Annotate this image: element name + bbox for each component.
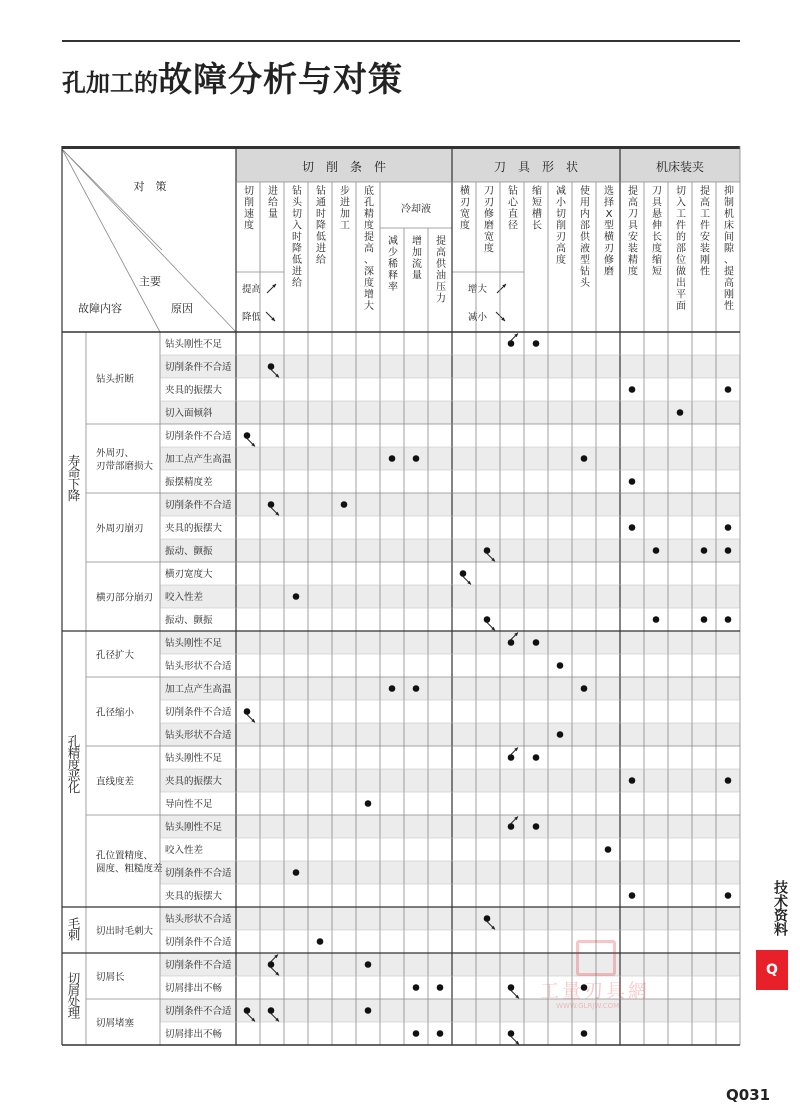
enlarge-label: 增大 <box>468 284 488 295</box>
mark-dot <box>557 731 564 738</box>
increase-label: 提高 <box>242 284 262 295</box>
cause-label: 加工点产生高温 <box>165 684 232 695</box>
mark-dot <box>701 616 708 623</box>
mark-arrow-up-icon <box>509 748 518 757</box>
mark-dot <box>605 846 612 853</box>
fault-label: 外周刃崩刃 <box>96 523 144 535</box>
row-stripe <box>160 401 740 424</box>
column-label-6: 减少稀释率 <box>388 236 398 293</box>
mark-arrow-down-icon <box>246 438 255 447</box>
mark-arrow-down-icon <box>510 990 519 999</box>
cause-label: 切屑排出不畅 <box>165 1029 223 1040</box>
cause-label: 横刃宽度大 <box>165 569 213 580</box>
row-stripe <box>160 907 740 930</box>
fault-label: 孔位置精度、 <box>96 850 154 862</box>
cause-label: 切削条件不合适 <box>165 937 232 948</box>
mark-dot <box>413 1030 420 1037</box>
cause-label: 钻头刚性不足 <box>165 638 223 649</box>
column-label-15: 选择 X 型横刃修磨 <box>604 186 614 278</box>
column-label-0: 切削速度 <box>244 186 254 232</box>
watermark-logo <box>536 940 676 1020</box>
column-label-11: 钻心直径 <box>508 186 518 232</box>
coolant-header: 冷却液 <box>401 204 431 215</box>
mark-dot <box>389 685 396 692</box>
category-label: 孔精度恶化 <box>67 734 81 795</box>
row-stripe <box>160 815 740 838</box>
mark-arrow-up-icon <box>509 334 518 343</box>
column-label-4: 步进加工 <box>340 186 350 232</box>
column-label-5: 底孔精度提高、深度增大 <box>364 186 374 312</box>
header-top-rule <box>62 146 740 149</box>
mark-dot <box>317 938 324 945</box>
group-header-1: 刀 具 形 状 <box>493 160 579 174</box>
column-label-7: 增加流量 <box>412 236 422 282</box>
mark-dot <box>725 386 732 393</box>
mark-dot <box>437 1030 444 1037</box>
fault-label: 切屑长 <box>96 972 125 983</box>
row-stripe <box>160 585 740 608</box>
cause-label: 夹具的振摆大 <box>165 776 223 787</box>
column-label-1: 进给量 <box>268 186 278 220</box>
column-label-16: 提高刀具安装精度 <box>628 186 638 278</box>
mark-dot <box>365 1007 372 1014</box>
mark-dot <box>437 984 444 991</box>
cause-label: 钻头刚性不足 <box>165 339 223 350</box>
cause-label: 咬入性差 <box>165 592 204 603</box>
mark-dot <box>293 869 300 876</box>
mark-dot <box>629 478 636 485</box>
cause-label: 加工点产生高温 <box>165 454 232 465</box>
cause-label: 夹具的振摆大 <box>165 385 223 396</box>
fault-label: 外周刃、 <box>96 448 135 459</box>
cause-label: 咬入性差 <box>165 845 204 856</box>
cause-label: 钻头刚性不足 <box>165 822 223 833</box>
category-label: 毛刺 <box>67 916 81 943</box>
row-stripe <box>160 355 740 378</box>
fault-label: 直线度差 <box>96 776 135 788</box>
cause-label: 钻头形状不合适 <box>165 914 232 925</box>
column-label-12: 缩短槽长 <box>532 186 542 232</box>
cause-label: 切削条件不合适 <box>165 362 232 373</box>
cause-label: 夹具的振摆大 <box>165 523 223 534</box>
watermark-text: 工量刃具網 <box>540 980 651 1002</box>
corner-fault: 故障内容 <box>78 302 122 315</box>
cause-label: 振摆精度差 <box>165 477 213 488</box>
mark-dot <box>581 455 588 462</box>
mark-dot <box>365 961 372 968</box>
column-label-3: 钻通时降低进给 <box>316 186 326 266</box>
cause-label: 钻头形状不合适 <box>165 661 232 672</box>
fault-label: 孔径缩小 <box>96 707 135 719</box>
fault-label: 圆度、粗糙度差 <box>96 863 163 875</box>
mark-dot <box>581 685 588 692</box>
mark-dot <box>725 892 732 899</box>
mark-dot <box>581 1030 588 1037</box>
column-label-20: 抑制机床间隙、提高刚性 <box>724 186 734 312</box>
side-section-badge[interactable]: Q <box>756 950 788 990</box>
cause-label: 切削条件不合适 <box>165 960 232 971</box>
mark-dot <box>413 685 420 692</box>
cause-label: 切入面倾斜 <box>165 408 213 419</box>
title-prefix: 孔加工的 <box>62 69 158 97</box>
mark-dot <box>533 823 540 830</box>
cause-label: 切削条件不合适 <box>165 707 232 718</box>
title-main: 故障分析与对策 <box>158 60 403 100</box>
column-label-18: 切入工件的部位做出平面 <box>676 186 686 312</box>
corner-main: 主要 <box>139 275 161 288</box>
column-label-19: 提高工件安装刚性 <box>700 186 710 278</box>
reduce-label: 减小 <box>468 312 488 323</box>
row-stripe <box>160 447 740 470</box>
group-header-0: 切 削 条 件 <box>301 160 387 174</box>
fault-label: 刃带部磨损大 <box>96 461 154 472</box>
mark-dot <box>629 892 636 899</box>
category-label: 寿命下降 <box>67 453 81 503</box>
cause-label: 切削条件不合适 <box>165 868 232 879</box>
corner-countermeasure: 对 策 <box>133 180 167 193</box>
fault-label: 钻头折断 <box>96 374 135 385</box>
row-stripe <box>160 861 740 884</box>
cause-label: 振动、颤振 <box>165 615 213 626</box>
mark-dot <box>413 455 420 462</box>
column-label-8: 提高供油压力 <box>436 236 446 305</box>
decrease-label: 降低 <box>242 312 262 323</box>
row-stripe <box>160 493 740 516</box>
watermark-url: WWW.GLRJW.COM <box>556 1002 620 1010</box>
row-stripe <box>160 769 740 792</box>
column-label-9: 横刃宽度 <box>460 186 470 232</box>
column-label-10: 刀刃修磨宽度 <box>484 186 494 255</box>
row-stripe <box>160 677 740 700</box>
mark-arrow-down-icon <box>510 1036 519 1045</box>
fault-label: 孔径扩大 <box>96 650 135 661</box>
mark-dot <box>557 662 564 669</box>
column-label-17: 刀具悬伸长度缩短 <box>652 186 662 278</box>
cause-label: 导向性不足 <box>165 799 213 810</box>
page-number: Q031 <box>726 1086 771 1104</box>
mark-arrow-down-icon <box>462 576 471 585</box>
mark-dot <box>629 524 636 531</box>
mark-dot <box>365 800 372 807</box>
mark-dot <box>677 409 684 416</box>
mark-dot <box>629 386 636 393</box>
corner-cause: 原因 <box>171 302 193 315</box>
cause-label: 切屑排出不畅 <box>165 983 223 994</box>
watermark-box-icon <box>576 940 616 976</box>
fault-label: 切屑堵塞 <box>96 1018 135 1029</box>
mark-dot <box>413 984 420 991</box>
mark-dot <box>725 777 732 784</box>
mark-dot <box>725 616 732 623</box>
cause-label: 切削条件不合适 <box>165 500 232 511</box>
mark-dot <box>341 501 348 508</box>
cause-label: 钻头刚性不足 <box>165 753 223 764</box>
mark-dot <box>533 340 540 347</box>
category-label: 切屑处理 <box>67 971 81 1021</box>
column-label-14: 使用内部供液型钻头 <box>580 186 590 289</box>
fault-label: 横刃部分崩刃 <box>96 592 154 604</box>
column-label-13: 减小切削刃高度 <box>556 186 566 266</box>
mark-dot <box>389 455 396 462</box>
row-stripe <box>160 723 740 746</box>
row-stripe <box>160 631 740 654</box>
column-label-2: 钻头切入时降低进给 <box>292 186 302 289</box>
mark-dot <box>629 777 636 784</box>
mark-dot <box>533 754 540 761</box>
mark-arrow-down-icon <box>246 714 255 723</box>
cause-label: 钻头形状不合适 <box>165 730 232 741</box>
mark-dot <box>293 593 300 600</box>
mark-dot <box>653 547 660 554</box>
mark-dot <box>533 639 540 646</box>
group-header-2: 机床装夹 <box>655 160 705 174</box>
cause-label: 切削条件不合适 <box>165 431 232 442</box>
side-section-label: 技术资料 <box>772 880 788 936</box>
mark-dot <box>653 616 660 623</box>
mark-dot <box>725 524 732 531</box>
mark-dot <box>725 547 732 554</box>
cause-label: 夹具的振摆大 <box>165 891 223 902</box>
mark-arrow-down-icon <box>486 622 495 631</box>
mark-dot <box>701 547 708 554</box>
cause-label: 振动、颤振 <box>165 546 213 557</box>
fault-label: 切出时毛刺大 <box>96 926 154 937</box>
cause-label: 切削条件不合适 <box>165 1006 232 1017</box>
